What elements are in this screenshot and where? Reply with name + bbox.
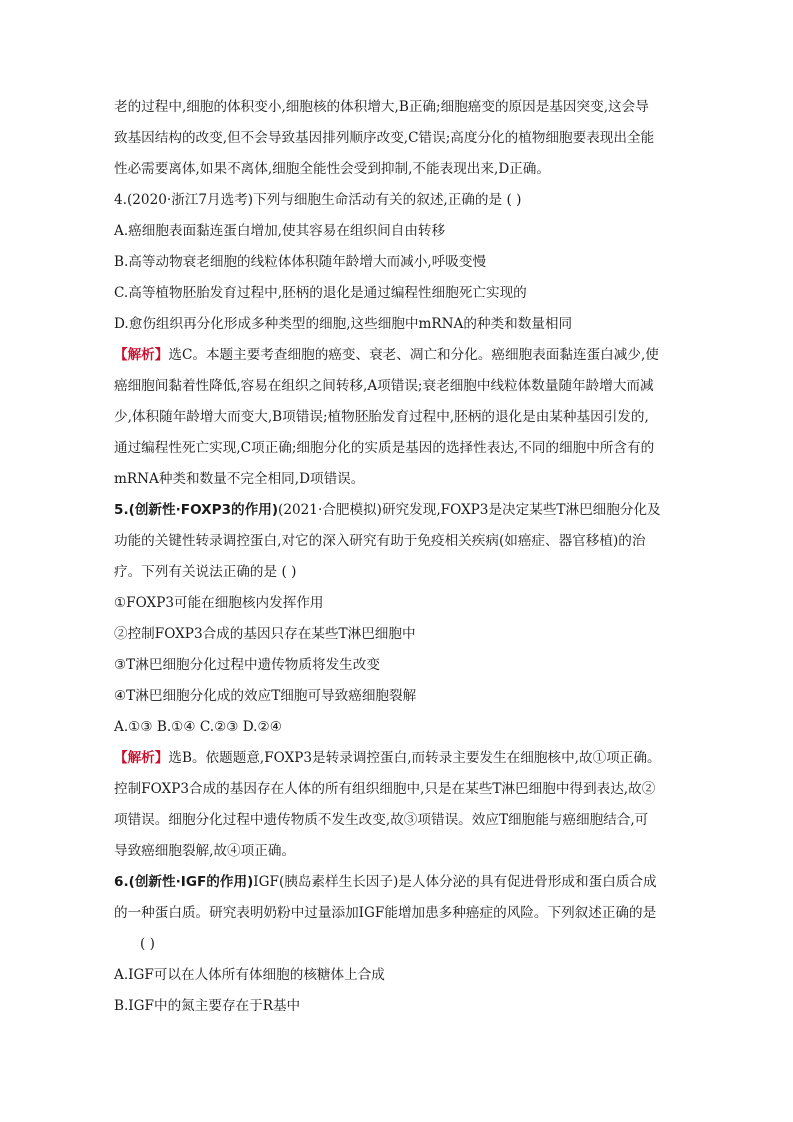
question-5-heading: 5.(创新性·FOXP3的作用) bbox=[114, 502, 279, 518]
question-4-option-a: A.癌细胞表面黏连蛋白增加,使其容易在组织间自由转移 bbox=[114, 223, 446, 239]
statement-4: ④T淋巴细胞分化成的效应T细胞可导致癌细胞裂解 bbox=[114, 688, 417, 704]
text-line: 导致癌细胞裂解,故④项正确。 bbox=[114, 843, 296, 859]
question-4-option-c: C.高等植物胚胎发育过程中,胚柄的退化是通过编程性细胞死亡实现的 bbox=[114, 285, 527, 301]
analysis-text: 选C。本题主要考查细胞的癌变、衰老、凋亡和分化。癌细胞表面黏连蛋白减少,使 bbox=[168, 347, 659, 363]
text-line: 的一种蛋白质。研究表明奶粉中过量添加IGF能增加患多种癌症的风险。下列叙述正确的是 bbox=[114, 905, 657, 921]
question-5-options: A.①③ B.①④ C.②③ D.②④ bbox=[114, 719, 282, 735]
text-line: 少,体积随年龄增大而变大,B项错误;植物胚胎发育过程中,胚柄的退化是由某种基因引发的, bbox=[114, 409, 649, 425]
document-page bbox=[114, 92, 680, 1022]
text-line: 性必需要离体,如果不离体,细胞全能性会受到抑制,不能表现出来,D正确。 bbox=[114, 161, 550, 177]
answer-analysis-5 bbox=[114, 743, 680, 774]
statement-3: ③T淋巴细胞分化过程中遗传物质将发生改变 bbox=[114, 657, 380, 673]
answer-blank: ( ) bbox=[140, 936, 155, 952]
question-4-option-d: D.愈伤组织再分化形成多种类型的细胞,这些细胞中mRNA的种类和数量相同 bbox=[114, 316, 573, 332]
question-6-stem bbox=[114, 867, 680, 898]
question-6-heading: 6.(创新性·IGF的作用) bbox=[114, 874, 254, 890]
analysis-text: 选B。依题题意,FOXP3是转录调控蛋白,而转录主要发生在细胞核中,故①项正确。 bbox=[168, 750, 661, 766]
text-line: 致基因结构的改变,但不会导致基因排列顺序改变,C错误;高度分化的植物细胞要表现出全能 bbox=[114, 130, 655, 146]
question-4-option-b: B.高等动物衰老细胞的线粒体体积随年龄增大而减小,呼吸变慢 bbox=[114, 254, 487, 270]
analysis-tag: 【解析】 bbox=[114, 750, 169, 766]
text-line: 通过编程性死亡实现,C项正确;细胞分化的实质是基因的选择性表达,不同的细胞中所含有的 bbox=[114, 440, 655, 456]
analysis-tag: 【解析】 bbox=[114, 347, 169, 363]
text-line: 功能的关键性转录调控蛋白,对它的深入研究有助于免疫相关疾病(如癌症、器官移植)的治 bbox=[114, 533, 646, 549]
text-line: 疗。下列有关说法正确的是 ( ) bbox=[114, 564, 297, 580]
question-5-text: (2021·合肥模拟)研究发现,FOXP3是决定某些T淋巴细胞分化及 bbox=[278, 502, 661, 518]
question-6-option-b: B.IGF中的氮主要存在于R基中 bbox=[114, 998, 301, 1014]
statement-1: ①FOXP3可能在细胞核内发挥作用 bbox=[114, 595, 324, 611]
statement-2: ②控制FOXP3合成的基因只存在某些T淋巴细胞中 bbox=[114, 626, 416, 642]
question-4-stem: 4.(2020·浙江7月选考)下列与细胞生命活动有关的叙述,正确的是 ( ) bbox=[114, 192, 522, 208]
question-6-option-a: A.IGF可以在人体所有体细胞的核糖体上合成 bbox=[114, 967, 385, 983]
question-6-text: IGF(胰岛素样生长因子)是人体分泌的具有促进骨形成和蛋白质合成 bbox=[253, 874, 657, 890]
text-line: 控制FOXP3合成的基因存在人体的所有组织细胞中,只是在某些T淋巴细胞中得到表达,故② bbox=[114, 781, 656, 797]
text-line: 老的过程中,细胞的体积变小,细胞核的体积增大,B正确;细胞癌变的原因是基因突变,这会导 bbox=[114, 99, 649, 115]
answer-analysis-4 bbox=[114, 340, 680, 371]
text-line: 癌细胞间黏着性降低,容易在组织之间转移,A项错误;衰老细胞中线粒体数量随年龄增大而减 bbox=[114, 378, 654, 394]
question-5-stem bbox=[114, 495, 680, 526]
text-line: mRNA种类和数量不完全相同,D项错误。 bbox=[114, 471, 365, 487]
text-line: 项错误。细胞分化过程中遗传物质不发生改变,故③项错误。效应T细胞能与癌细胞结合,可 bbox=[114, 812, 649, 828]
